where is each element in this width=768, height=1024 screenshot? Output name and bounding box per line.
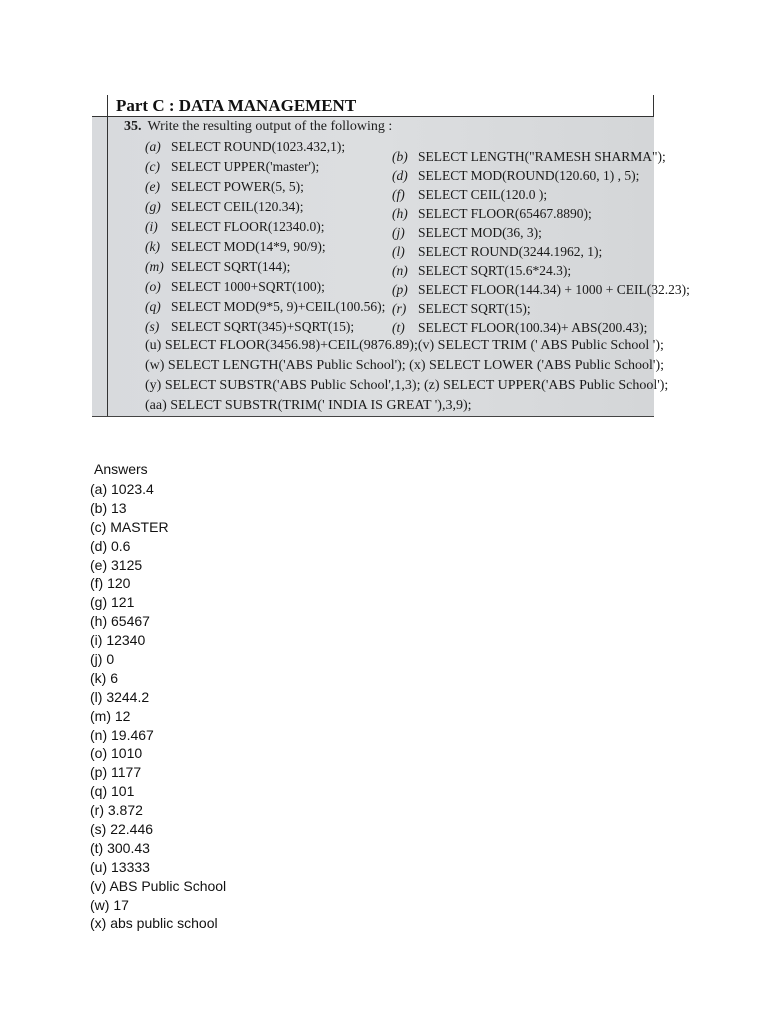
query-item: (j) SELECT MOD(36, 3); xyxy=(392,225,542,240)
query-item: (d) SELECT MOD(ROUND(120.60, 1) , 5); xyxy=(392,168,640,183)
answer-item: (d) 0.6 xyxy=(90,537,131,554)
query-item: (s) SELECT SQRT(345)+SQRT(15); xyxy=(145,319,355,334)
answer-item: (x) abs public school xyxy=(90,915,218,932)
query-item: (h) SELECT FLOOR(65467.8890); xyxy=(392,206,592,221)
answers-heading: Answers xyxy=(94,461,148,477)
query-item: (p) SELECT FLOOR(144.34) + 1000 + CEIL(32.23); xyxy=(392,282,690,297)
answer-item: (e) 3125 xyxy=(90,556,143,573)
answer-item: (v) ABS Public School xyxy=(90,877,227,894)
query-item: (e) SELECT POWER(5, 5); xyxy=(145,179,304,194)
answer-item: (s) 22.446 xyxy=(90,821,154,838)
margin-line xyxy=(107,95,108,416)
query-item: (i) SELECT FLOOR(12340.0); xyxy=(145,219,325,234)
answer-item: (r) 3.872 xyxy=(90,802,143,819)
query-wide-item: (y) SELECT SUBSTR('ABS Public School',1,3); (z) SELECT UPPER('ABS Public School'); xyxy=(145,378,669,393)
query-item: (f) SELECT CEIL(120.0 ); xyxy=(392,187,548,202)
answers-list xyxy=(90,480,226,933)
header-divider xyxy=(92,116,654,117)
query-item: (q) SELECT MOD(9*5, 9)+CEIL(100.56); xyxy=(145,299,386,314)
question-heading xyxy=(124,119,392,135)
answer-item: (l) 3244.2 xyxy=(90,688,150,705)
answer-item: (n) 19.467 xyxy=(90,726,154,743)
question-scan-image xyxy=(92,95,690,417)
answer-item: (k) 6 xyxy=(90,669,118,686)
answer-item: (i) 12340 xyxy=(90,632,146,649)
answer-item: (c) MASTER xyxy=(90,518,169,535)
query-item: (t) SELECT FLOOR(100.34)+ ABS(200.43); xyxy=(392,320,648,335)
query-item: (k) SELECT MOD(14*9, 90/9); xyxy=(145,239,326,254)
question-text: Write the resulting output of the following : xyxy=(147,119,393,134)
answer-item: (p) 1177 xyxy=(90,764,142,781)
answer-item: (a) 1023.4 xyxy=(90,481,154,497)
question-number: 35. xyxy=(124,119,142,134)
query-item: (l) SELECT ROUND(3244.1962, 1); xyxy=(392,244,603,259)
answer-item: (q) 101 xyxy=(90,783,135,800)
answer-item: (j) 0 xyxy=(90,651,115,668)
answer-item: (m) 12 xyxy=(90,707,131,724)
answer-item: (w) 17 xyxy=(90,896,129,913)
query-item: (m) SELECT SQRT(144); xyxy=(145,259,291,274)
query-wide-item: (u) SELECT FLOOR(3456.98)+CEIL(9876.89);(v) SELECT TRIM (' ABS Public School '); xyxy=(145,338,664,353)
answer-item: (f) 120 xyxy=(90,575,131,592)
answer-item: (g) 121 xyxy=(90,594,135,611)
query-item: (o) SELECT 1000+SQRT(100); xyxy=(145,279,325,294)
part-title: Part C : DATA MANAGEMENT xyxy=(116,96,357,115)
answer-item: (o) 1010 xyxy=(90,745,143,762)
query-wide-item: (w) SELECT LENGTH('ABS Public School'); (x) SELECT LOWER ('ABS Public School'); xyxy=(145,358,664,373)
answer-item: (h) 65467 xyxy=(90,613,150,630)
header-right-border xyxy=(653,95,654,116)
query-item: (b) SELECT LENGTH("RAMESH SHARMA"); xyxy=(392,149,666,164)
query-item: (c) SELECT UPPER('master'); xyxy=(145,159,320,174)
answer-item: (u) 13333 xyxy=(90,858,150,875)
query-item: (a) SELECT ROUND(1023.432,1); xyxy=(145,139,346,154)
answer-item: (b) 13 xyxy=(90,499,127,516)
query-item: (n) SELECT SQRT(15.6*24.3); xyxy=(392,263,572,278)
query-item: (g) SELECT CEIL(120.34); xyxy=(145,199,304,214)
query-wide-item: (aa) SELECT SUBSTR(TRIM(' INDIA IS GREAT '),3,9); xyxy=(145,398,472,413)
answer-item: (t) 300.43 xyxy=(90,839,150,856)
query-item: (r) SELECT SQRT(15); xyxy=(392,301,531,316)
